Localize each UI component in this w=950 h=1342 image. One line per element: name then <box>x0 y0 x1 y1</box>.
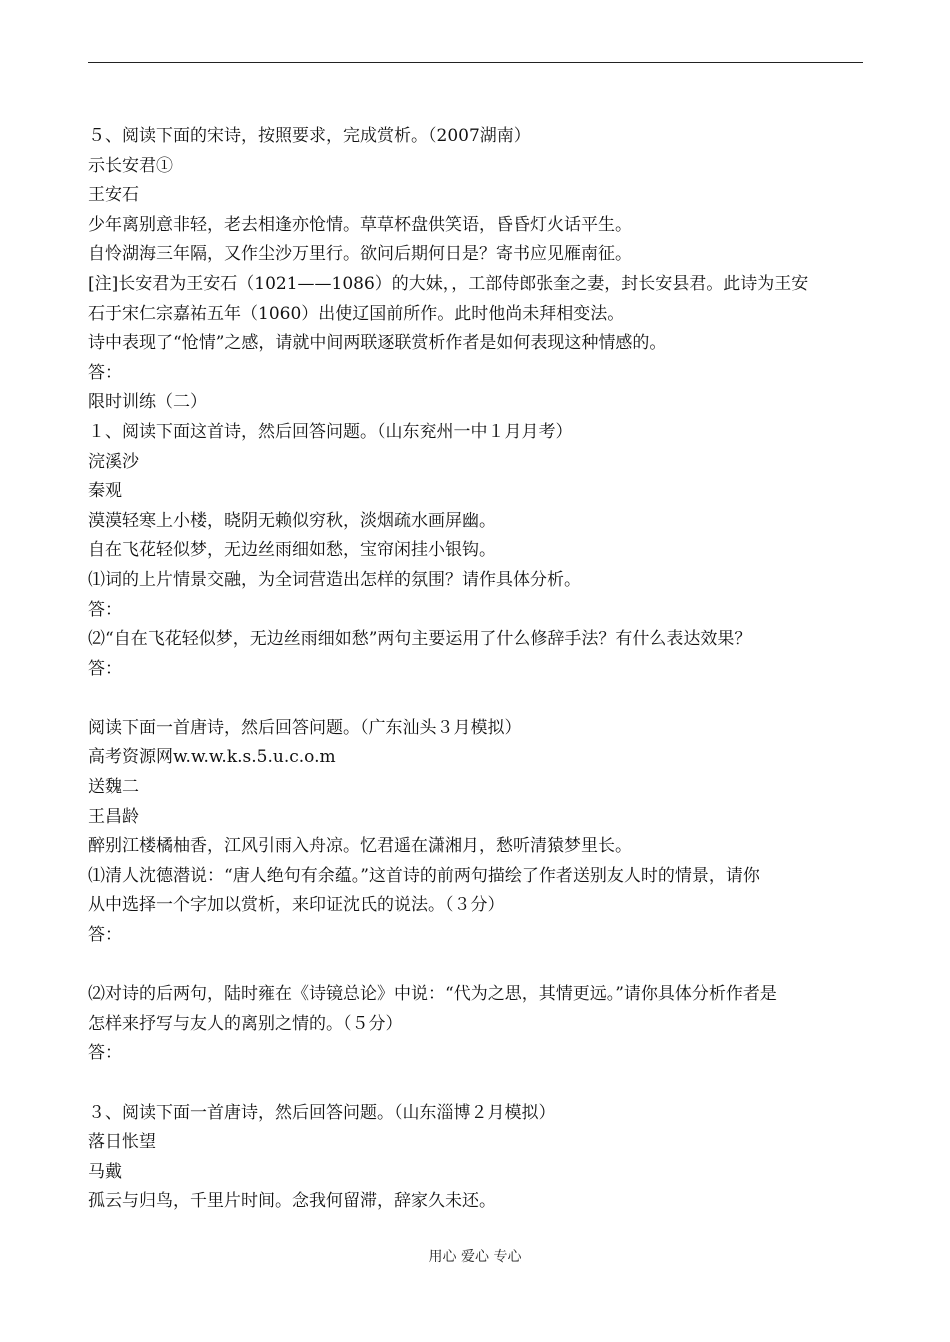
text-line: 秦观 <box>88 481 122 502</box>
text-line: 答： <box>88 925 122 946</box>
header-rule <box>88 62 863 63</box>
document-body <box>88 122 868 1217</box>
text-line: ⑴词的上片情景交融，为全词营造出怎样的氛围？请作具体分析。 <box>88 569 581 590</box>
blank-line <box>88 951 868 981</box>
text-line: 孤云与归鸟，千里片时间。念我何留滞，辞家久未还。 <box>88 1191 496 1212</box>
text-line: ⑵“自在飞花轻似梦，无边丝雨细如愁”两句主要运用了什么修辞手法？有什么表达效果？ <box>88 629 752 650</box>
text-line: 王安石 <box>88 185 139 206</box>
text-line: 自怜湖海三年隔，又作尘沙万里行。欲问后期何日是？寄书应见雁南征。 <box>88 244 632 265</box>
page-footer: 用心 爱心 专心 <box>428 1249 522 1265</box>
text-line: 诗中表现了“怆情”之感，请就中间两联逐联赏析作者是如何表现这种情感的。 <box>88 333 667 354</box>
text-line: 漠漠轻寒上小楼，晓阴无赖似穷秋，淡烟疏水画屏幽。 <box>88 510 496 531</box>
text-line: ⑴清人沈德潜说：“唐人绝句有余蕴。”这首诗的前两句描绘了作者送别友人时的情景，请你 <box>88 865 760 886</box>
text-line: 答： <box>88 658 122 679</box>
text-line: 落日怅望 <box>88 1132 156 1153</box>
text-line: 送魏二 <box>88 777 139 798</box>
text-line: ⑵对诗的后两句，陆时雍在《诗镜总论》中说：“代为之思，其情更远。”请你具体分析作者是 <box>88 984 777 1005</box>
text-line: 王昌龄 <box>88 806 139 827</box>
text-line: 怎样来抒写与友人的离别之情的。（５分） <box>88 1013 403 1034</box>
blank-line <box>88 684 868 714</box>
text-line: 答： <box>88 599 122 620</box>
text-line: ５、阅读下面的宋诗，按照要求，完成赏析。（2007湖南） <box>88 126 531 146</box>
text-line: １、阅读下面这首诗，然后回答问题。（山东兖州一中１月月考） <box>88 421 573 442</box>
text-line: 醉别江楼橘柚香，江风引雨入舟凉。忆君遥在潇湘月，愁听清猿梦里长。 <box>88 836 632 857</box>
text-line: 石于宋仁宗嘉祐五年（1060）出使辽国前所作。此时他尚未拜相变法。 <box>88 303 625 324</box>
text-line: 阅读下面一首唐诗，然后回答问题。（广东汕头３月模拟） <box>88 717 522 738</box>
blank-line <box>88 1069 868 1099</box>
text-line: 高考资源网w.w.w.k.s.5.u.c.o.m <box>88 747 336 768</box>
text-line: 自在飞花轻似梦，无边丝雨细如愁，宝帘闲挂小银钩。 <box>88 540 496 561</box>
text-line: 示长安君① <box>88 155 173 176</box>
text-line: [注]长安君为王安石（1021——1086）的大妹，，工部侍郎张奎之妻，封长安县君。此诗为王安 <box>88 273 809 294</box>
text-line: 马戴 <box>88 1161 122 1182</box>
text-line: ３、阅读下面一首唐诗，然后回答问题。（山东淄博２月模拟） <box>88 1102 556 1123</box>
text-line: 浣溪沙 <box>88 451 139 472</box>
text-line: 限时训练（二） <box>88 392 207 413</box>
text-line: 答： <box>88 1043 122 1064</box>
text-line: 少年离别意非轻，老去相逢亦怆情。草草杯盘供笑语，昏昏灯火话平生。 <box>88 214 632 235</box>
text-line: 从中选择一个字加以赏析，来印证沈氏的说法。（３分） <box>88 895 505 916</box>
text-line: 答： <box>88 362 122 383</box>
